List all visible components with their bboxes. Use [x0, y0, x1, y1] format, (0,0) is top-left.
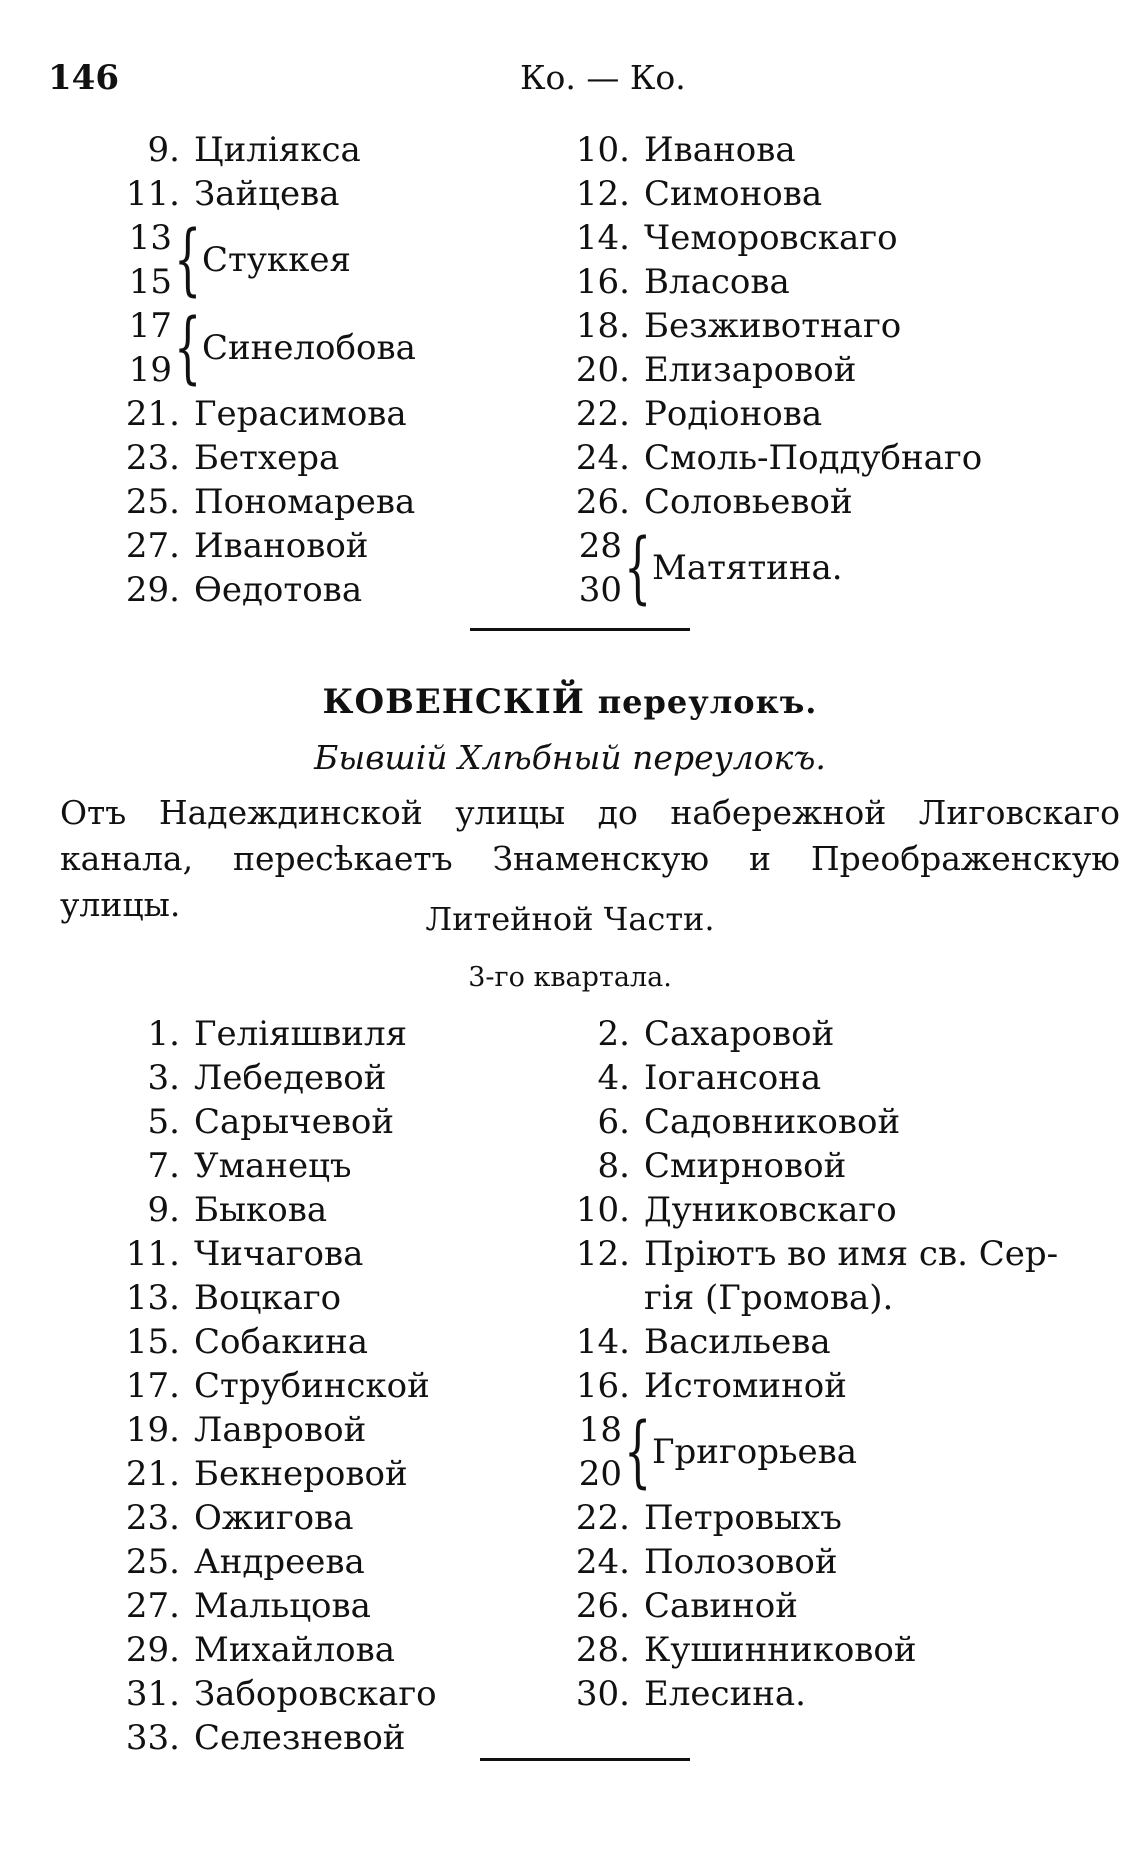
house-entry: [110, 1320, 437, 1364]
house-entry: [110, 1012, 437, 1056]
house-entry: [110, 1188, 437, 1232]
house-number: [560, 1276, 630, 1320]
house-entry: [560, 1188, 1058, 1232]
house-number: 15.: [125, 1322, 180, 1362]
brace-glyph: {: [174, 303, 202, 393]
house-number: 24.: [575, 1542, 630, 1582]
house-number: 12.: [575, 1234, 630, 1274]
house-entry: [560, 1232, 1058, 1276]
house-number: 7.: [147, 1146, 180, 1186]
house-entry: [110, 524, 416, 568]
owner-name: Цилiякса: [194, 130, 361, 170]
owner-name: Полозовой: [644, 1542, 838, 1582]
brace-glyph: {: [624, 1407, 652, 1497]
house-entry: [110, 1056, 437, 1100]
owner-name: Чеморовскаго: [644, 218, 898, 258]
street-title-main: КОВЕНСКІЙ: [322, 682, 585, 722]
brace-glyph: {: [624, 523, 652, 613]
owner-name: Елизаровой: [644, 350, 857, 390]
house-number: 19: [128, 350, 172, 390]
house-number: 9.: [147, 130, 180, 170]
house-entry: [110, 480, 416, 524]
house-number: 30.: [575, 1674, 630, 1714]
house-number: 33.: [125, 1718, 180, 1758]
owner-name: Мальцова: [194, 1586, 371, 1626]
owner-name: Чичагова: [194, 1234, 364, 1274]
owner-name: Кушинниковой: [644, 1630, 917, 1670]
house-entry: [110, 1408, 437, 1452]
house-entry-range: [560, 1408, 1058, 1496]
owner-name: Герасимова: [194, 394, 407, 434]
owner-name: Савиной: [644, 1586, 798, 1626]
house-number: 25.: [125, 1542, 180, 1582]
house-number: 24.: [575, 438, 630, 478]
owner-name: Зайцева: [194, 174, 340, 214]
street-former-name: Бывшій Хлѣбный переулокъ.: [314, 738, 826, 777]
owner-name: Ожигова: [194, 1498, 354, 1538]
house-entry: [110, 1100, 437, 1144]
house-entry: [110, 1496, 437, 1540]
house-entry: [560, 392, 982, 436]
owner-name: Михайлова: [194, 1630, 396, 1670]
owner-name: гiя (Громова).: [644, 1278, 894, 1318]
owner-name: Лавровой: [194, 1410, 367, 1450]
house-entry: [110, 1716, 437, 1760]
house-entry: [560, 216, 982, 260]
owner-name: Бетхера: [194, 438, 340, 478]
house-entry-range: [110, 304, 416, 392]
house-entry: [110, 172, 416, 216]
house-entry: [110, 392, 416, 436]
house-number: 25.: [125, 482, 180, 522]
house-number: 26.: [575, 1586, 630, 1626]
owner-name: Матятина.: [652, 548, 843, 588]
house-number: 23.: [125, 438, 180, 478]
house-entry: [110, 1628, 437, 1672]
owner-name: Прiютъ во имя св. Сер-: [644, 1234, 1059, 1274]
house-entry-range: [560, 524, 982, 612]
house-number: 5.: [147, 1102, 180, 1142]
street-title: [0, 682, 1140, 722]
owner-name: Петровыхъ: [644, 1498, 842, 1538]
owner-name: Ѳедотова: [194, 570, 363, 610]
owner-name: Садовниковой: [644, 1102, 901, 1142]
house-entry: [560, 1496, 1058, 1540]
house-entry: [560, 1056, 1058, 1100]
section-divider: [470, 628, 690, 631]
owner-name: Симонова: [644, 174, 823, 214]
section1-left-column: [110, 128, 416, 612]
house-entry: [560, 1276, 1058, 1320]
owner-name: Заборовскаго: [194, 1674, 437, 1714]
owner-name: Воцкаго: [194, 1278, 342, 1318]
house-number: 29.: [125, 570, 180, 610]
section2-right-column: [560, 1012, 1058, 1716]
owner-name: Ивановой: [194, 526, 369, 566]
house-number: 15: [128, 262, 172, 302]
page-number: 146: [48, 58, 119, 98]
quarter-heading: 3-го квартала.: [468, 962, 672, 993]
house-number: 14.: [575, 218, 630, 258]
section1-right-column: [560, 128, 982, 612]
house-number: 3.: [147, 1058, 180, 1098]
street-description: Отъ Надеждинской улицы до набережной Лиговскаго канала, пересѣкаетъ Знаменскую и Преображенскую улицы.: [60, 793, 1120, 924]
house-entry: [110, 1672, 437, 1716]
house-number: 14.: [575, 1322, 630, 1362]
owner-name: Гелiяшвиля: [194, 1014, 408, 1054]
house-entry: [560, 1584, 1058, 1628]
house-entry: [110, 568, 416, 612]
house-number: 21.: [125, 1454, 180, 1494]
section2-left-column: [110, 1012, 437, 1760]
owner-name: Струбинской: [194, 1366, 430, 1406]
end-divider: [480, 1758, 690, 1761]
owner-name: Стуккея: [202, 240, 351, 280]
house-number: 12.: [575, 174, 630, 214]
house-number: 28.: [575, 1630, 630, 1670]
house-number: 10.: [575, 1190, 630, 1230]
house-number: 23.: [125, 1498, 180, 1538]
owner-name: Уманецъ: [194, 1146, 352, 1186]
owner-name: Селезневой: [194, 1718, 406, 1758]
owner-name: Пономарева: [194, 482, 416, 522]
owner-name: Родiонова: [644, 394, 823, 434]
house-number: 18: [578, 1410, 622, 1450]
house-entry: [110, 1232, 437, 1276]
owner-name: Лебедевой: [194, 1058, 387, 1098]
house-entry: [110, 1540, 437, 1584]
house-entry-range: [110, 216, 416, 304]
house-number: 1.: [147, 1014, 180, 1054]
house-entry: [560, 1540, 1058, 1584]
house-number: 26.: [575, 482, 630, 522]
house-number: 16.: [575, 262, 630, 302]
brace-glyph: {: [174, 215, 202, 305]
street-title-rest: переулокъ.: [597, 683, 818, 721]
house-entry: [560, 128, 982, 172]
house-number: 13: [128, 218, 172, 258]
house-number: 11.: [125, 174, 180, 214]
house-number: 20: [578, 1454, 622, 1494]
owner-name: Власова: [644, 262, 790, 302]
owner-name: Синелобова: [202, 328, 416, 368]
house-number: 18.: [575, 306, 630, 346]
house-entry: [560, 260, 982, 304]
house-number: 22.: [575, 394, 630, 434]
house-number: 17: [128, 306, 172, 346]
house-number: 17.: [125, 1366, 180, 1406]
owner-name: Васильева: [644, 1322, 831, 1362]
district-heading: Литейной Части.: [425, 900, 715, 938]
house-entry: [560, 1320, 1058, 1364]
house-number: 2.: [597, 1014, 630, 1054]
owner-name: Сахаровой: [644, 1014, 835, 1054]
owner-name: Григорьева: [652, 1432, 858, 1472]
house-number: 10.: [575, 130, 630, 170]
house-number: 27.: [125, 526, 180, 566]
house-entry: [560, 436, 982, 480]
owner-name: Смирновой: [644, 1146, 847, 1186]
owner-name: Елесина.: [644, 1674, 806, 1714]
house-entry: [560, 348, 982, 392]
owner-name: Іогансона: [644, 1058, 822, 1098]
house-entry: [110, 1144, 437, 1188]
running-head: Ко. — Ко.: [520, 58, 686, 97]
house-number: 21.: [125, 394, 180, 434]
house-entry: [560, 1672, 1058, 1716]
owner-name: Смоль-Поддубнаго: [644, 438, 983, 478]
house-entry: [110, 1276, 437, 1320]
house-entry: [560, 1144, 1058, 1188]
house-number: 31.: [125, 1674, 180, 1714]
house-number: 9.: [147, 1190, 180, 1230]
house-number: 8.: [597, 1146, 630, 1186]
house-entry: [110, 1584, 437, 1628]
house-number: 4.: [597, 1058, 630, 1098]
house-number: 13.: [125, 1278, 180, 1318]
house-number: 28: [578, 526, 622, 566]
house-entry: [560, 172, 982, 216]
house-number: 16.: [575, 1366, 630, 1406]
owner-name: Бекнеровой: [194, 1454, 408, 1494]
house-entry: [110, 1452, 437, 1496]
owner-name: Иванова: [644, 130, 796, 170]
house-entry: [110, 436, 416, 480]
house-entry: [560, 1100, 1058, 1144]
house-number: 30: [578, 570, 622, 610]
house-entry: [560, 304, 982, 348]
house-entry: [560, 1628, 1058, 1672]
owner-name: Истоминой: [644, 1366, 847, 1406]
house-entry: [110, 1364, 437, 1408]
house-entry: [560, 480, 982, 524]
owner-name: Быкова: [194, 1190, 328, 1230]
owner-name: Андреева: [194, 1542, 365, 1582]
house-number: 27.: [125, 1586, 180, 1626]
owner-name: Дуниковскаго: [644, 1190, 897, 1230]
house-number: 19.: [125, 1410, 180, 1450]
house-number: 6.: [597, 1102, 630, 1142]
house-number: 29.: [125, 1630, 180, 1670]
house-number: 11.: [125, 1234, 180, 1274]
owner-name: Собакина: [194, 1322, 369, 1362]
house-number: 20.: [575, 350, 630, 390]
house-entry: [560, 1364, 1058, 1408]
house-entry: [560, 1012, 1058, 1056]
owner-name: Сарычевой: [194, 1102, 394, 1142]
owner-name: Безживотнаго: [644, 306, 902, 346]
house-entry: [110, 128, 416, 172]
owner-name: Соловьевой: [644, 482, 853, 522]
house-number: 22.: [575, 1498, 630, 1538]
